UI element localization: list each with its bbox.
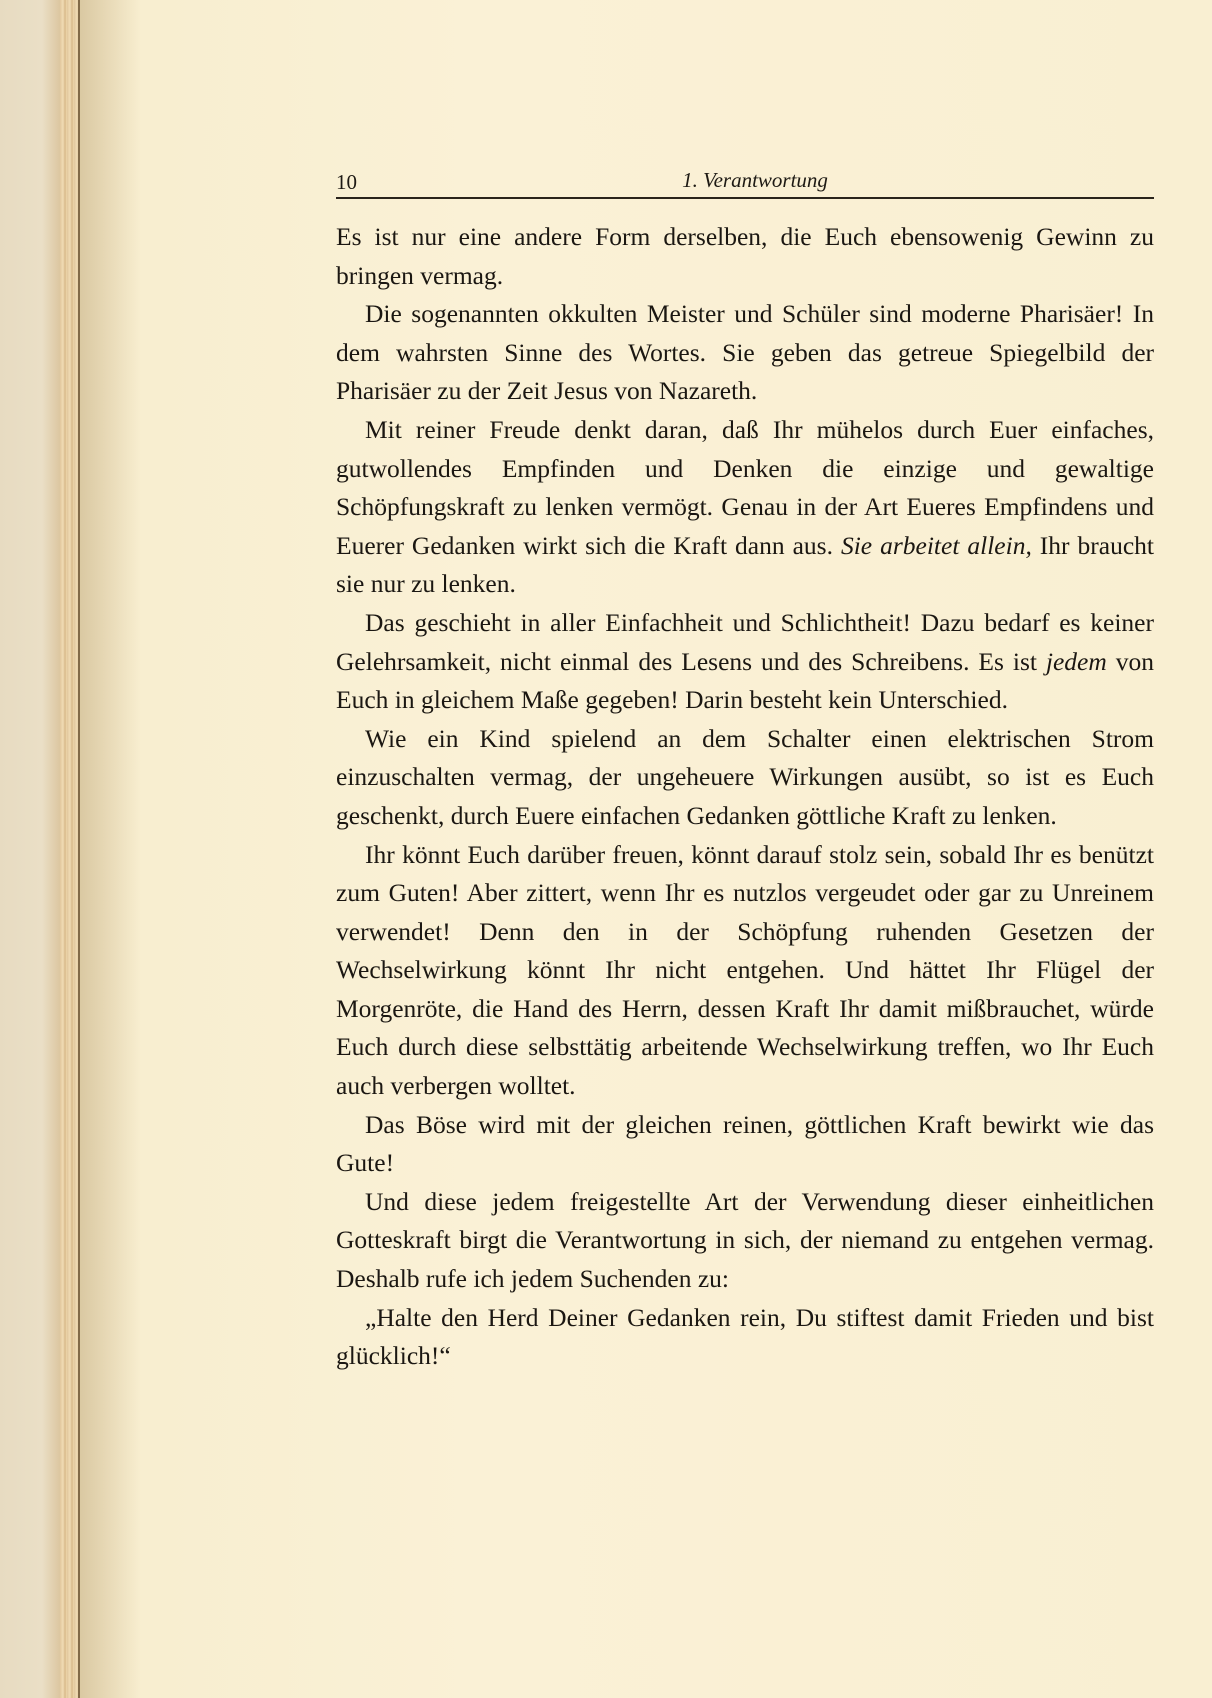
previous-page-edge — [0, 0, 60, 1698]
page-stack-edges — [60, 0, 80, 1698]
header-rule — [336, 197, 1154, 199]
closing-quote: „Halte den Herd Deiner Gedanken rein, Du stiftest damit Frieden und bist glücklich!“ — [336, 1302, 1154, 1371]
paragraph: Es ist nur eine andere Form derselben, die Euch ebensowenig Gewinn zu bringen vermag. — [336, 222, 1154, 290]
page-number: 10 — [336, 170, 357, 194]
gutter-shadow — [80, 0, 140, 1698]
paragraph: Ihr könnt Euch darüber freuen, könnt darauf stolz sein, sobald Ihr es benützt zum Guten! Aber zittert, wenn Ihr es nutzlos vergeudet oder gar zu Unreinem verwendet! Denn den in der Schöpfung ruhenden Gesetzen der Wechselwirkung könnt Ihr nicht entgehen. Und hättet Ihr Flügel der Morgenröte, die Hand des Herrn, dessen Kraft Ihr damit mißbrauchet, würde Euch durch diese selbsttätig arbeitende Wechselwirkung treffen, wo Ihr Euch auch verbergen wolltet. — [336, 839, 1154, 1101]
emphasis-text: Sie arbeitet allein, — [840, 530, 1032, 560]
paragraph-text: von Euch in gleichem Maße gegeben! Darin besteht kein Unterschied. — [336, 646, 1155, 715]
paragraph: Und diese jedem freigestellte Art der Verwendung dieser einheitlichen Gotteskraft birgt die Verantwortung in sich, der niemand zu entgehen vermag. Deshalb rufe ich jedem Suchenden zu: — [336, 1186, 1154, 1294]
running-title: 1. Verantwortung — [682, 168, 828, 192]
paragraph: Wie ein Kind spielend an dem Schalter einen elektrischen Strom einzuschalten vermag, der ungeheuere Wirkungen ausübt, so ist es Euch geschenkt, durch Euere einfachen Gedanken göttliche Kraft zu lenken. — [336, 723, 1154, 830]
paragraph-text: Ihr braucht sie nur zu lenken. — [336, 530, 1154, 599]
paragraph-text: Das geschieht in aller Einfachheit und Schlichtheit! Dazu bedarf es keiner Gelehrsamkeit, nicht einmal des Lesens und des Schreibens. Es ist — [336, 607, 1154, 676]
body-text — [336, 218, 1154, 1376]
paragraph: Das Böse wird mit der gleichen reinen, göttlichen Kraft bewirkt wie das Gute! — [336, 1109, 1154, 1178]
paragraph-text: Mit reiner Freude denkt daran, daß Ihr mühelos durch Euer einfaches, gutwollendes Empfinden und Denken die einzige und gewaltige Schöpfungskraft zu lenken vermögt. Genau in der Art Eueres Empfindens und Euerer Gedanken wirkt sich die Kraft dann aus. — [336, 414, 1154, 560]
paragraph: Die sogenannten okkulten Meister und Schüler sind moderne Pharisäer! In dem wahrsten Sinne des Wortes. Sie geben das getreue Spiegelbild der Pharisäer zu der Zeit Jesus von Nazareth. — [336, 299, 1154, 406]
emphasis-text: jedem — [1045, 646, 1107, 676]
running-header — [336, 162, 1154, 198]
paragraph — [336, 604, 1154, 720]
paragraph — [336, 411, 1154, 604]
